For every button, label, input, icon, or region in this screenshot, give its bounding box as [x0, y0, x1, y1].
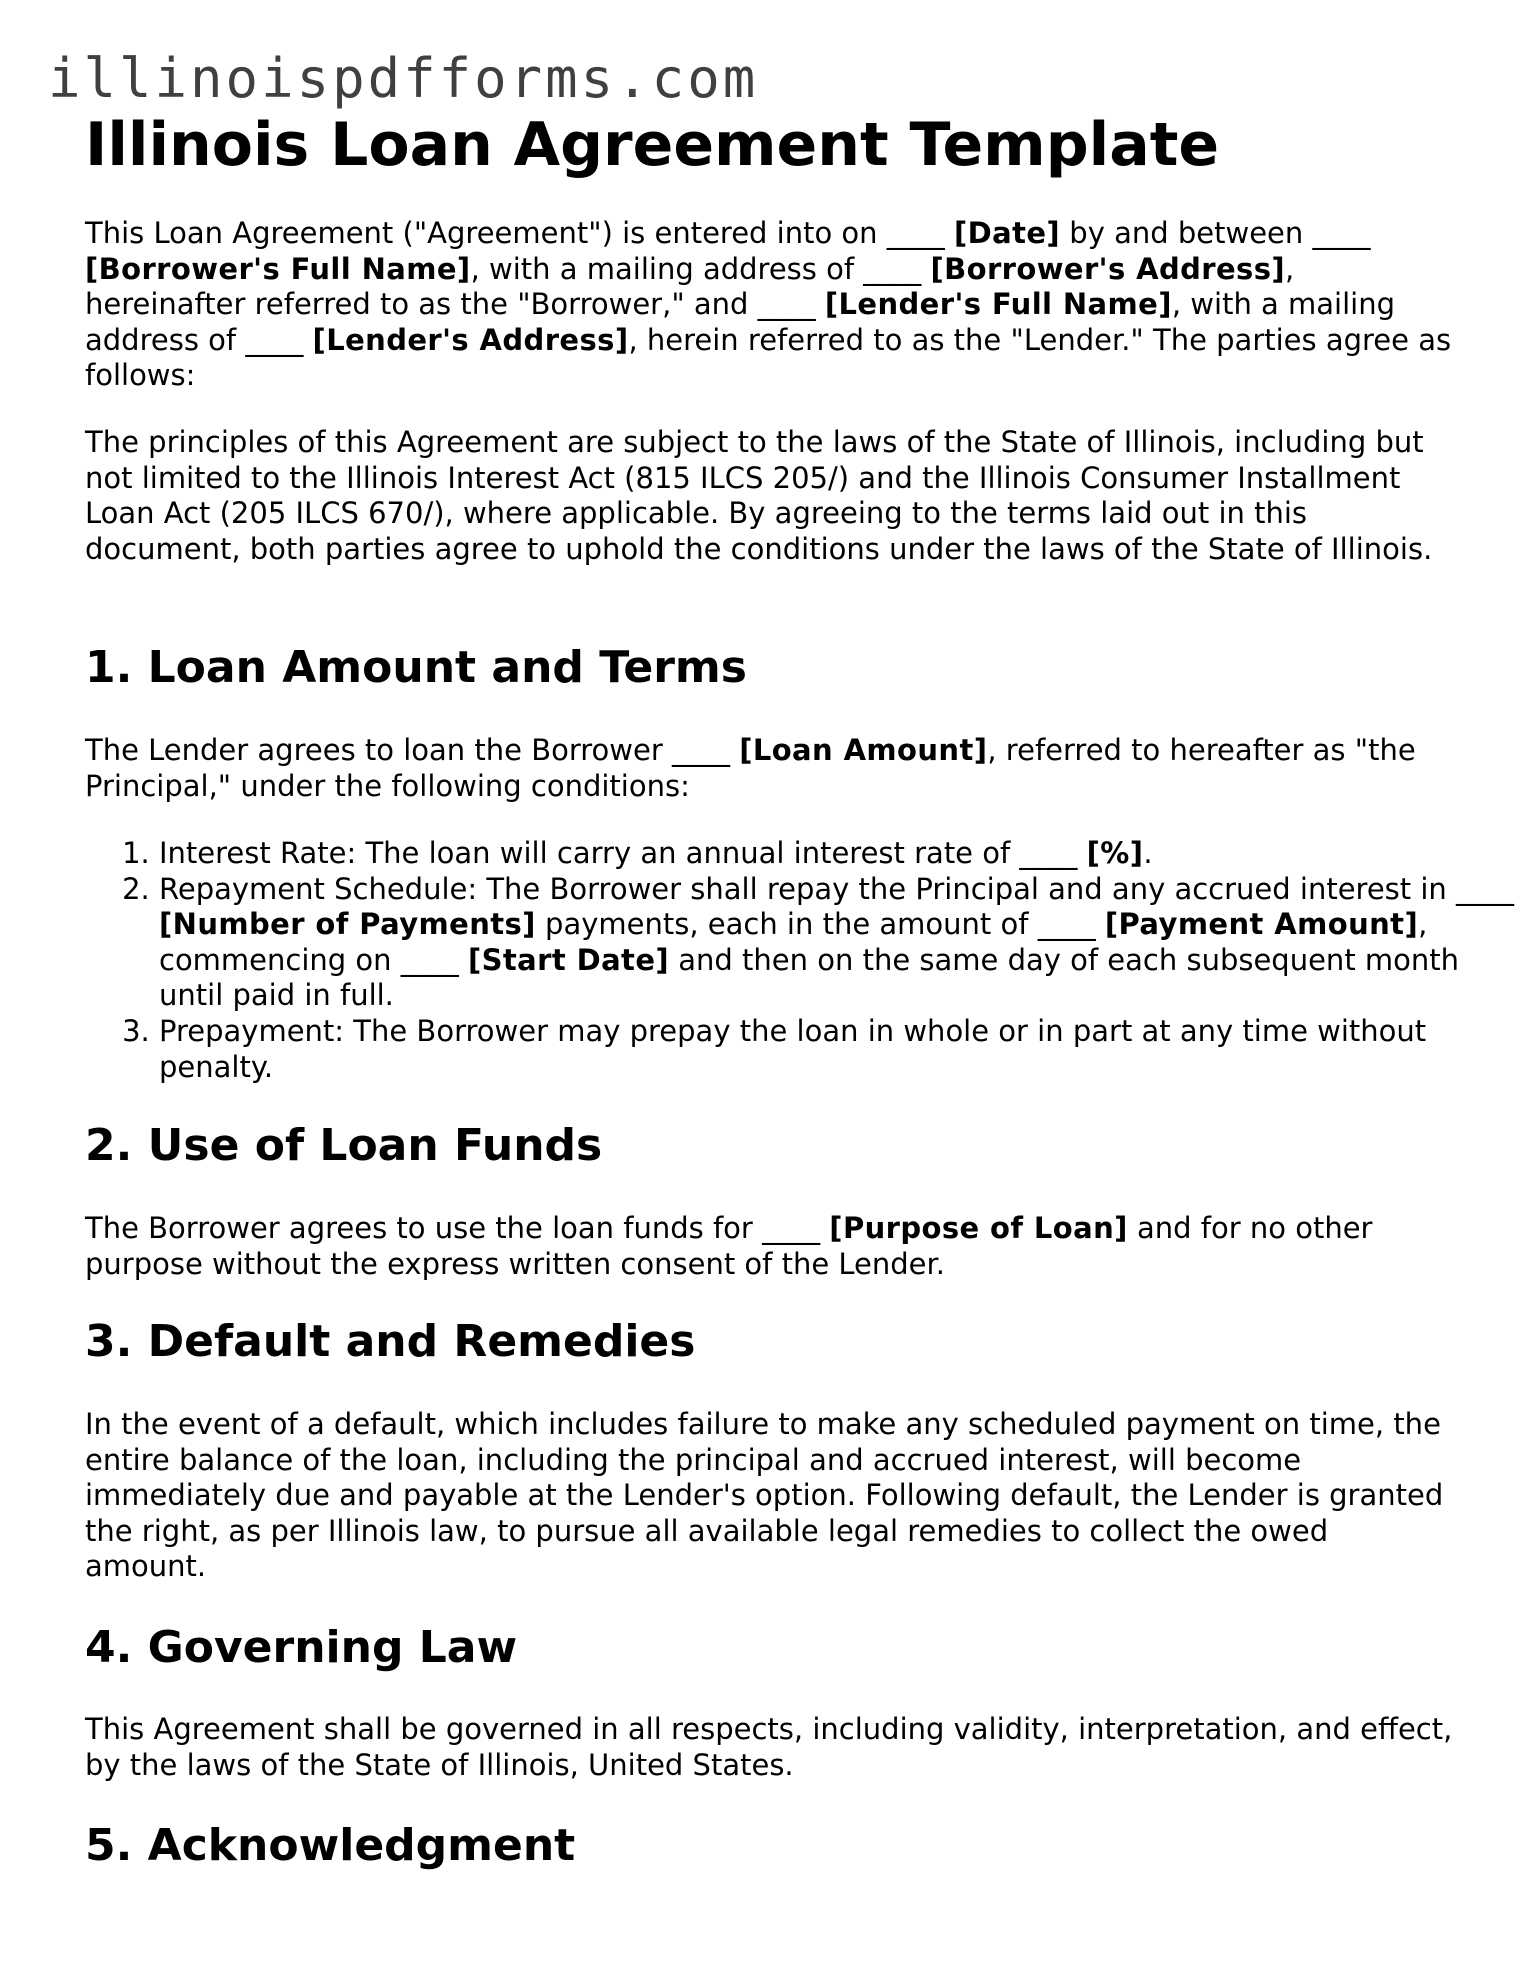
- blank-field: ____: [1456, 871, 1515, 906]
- interest-rate-text-2: .: [1143, 836, 1153, 870]
- blank-field: ____: [245, 322, 304, 357]
- section-3-paragraph: In the event of a default, which includes failure to make any scheduled payment on time, the entire balance of the loan, including the principal and accrued interest, will become immediately due and payable at the Lender's option. Following default, the Lender is granted the right, as per Illinois law, to pursue all available legal remedies to collect the owed amount.: [85, 1407, 1444, 1584]
- principles-paragraph: The principles of this Agreement are subject to the laws of the State of Illinois, including but not limited to the Illinois Interest Act (815 ILCS 205/) and the Illinois Consumer Installment Loan Act (205 ILCS 670/), where applicable. By agreeing to the terms laid out in this document, both parties agree to uphold the conditions under the laws of the State of Illinois.: [85, 425, 1433, 566]
- intro-text-1: This Loan Agreement ("Agreement") is entered into on: [85, 216, 887, 250]
- lender-address-placeholder: [Lender's Address]: [312, 322, 629, 357]
- loan-amount-placeholder: [Loan Amount]: [739, 733, 988, 767]
- borrower-name-placeholder: [Borrower's Full Name]: [85, 251, 471, 286]
- blank-field: ____: [757, 287, 816, 322]
- site-watermark: illinoispdfforms.com: [48, 47, 759, 110]
- purpose-placeholder: [Purpose of Loan]: [829, 1211, 1128, 1245]
- intro-text-2: by and between: [1060, 216, 1313, 250]
- rate-placeholder: [%]: [1086, 836, 1144, 870]
- repayment-text-2: payments, each in the amount of: [535, 907, 1038, 942]
- blank-field: ____: [886, 216, 945, 250]
- section-2-heading: 2. Use of Loan Funds: [85, 1120, 603, 1171]
- intro-paragraph: [85, 216, 1455, 394]
- payment-amount-placeholder: [Payment Amount]: [1104, 907, 1419, 942]
- section-4-heading: 4. Governing Law: [85, 1622, 518, 1673]
- start-date-placeholder: [Start Date]: [467, 942, 670, 977]
- intro-text-4: , hereinafter referred to as the "Borrower," and: [85, 251, 1295, 322]
- section-1-paragraph: [85, 733, 1455, 804]
- intro-text-3: , with a mailing address of: [470, 251, 864, 286]
- blank-field: ____: [762, 1211, 821, 1245]
- blank-field: ____: [863, 251, 922, 286]
- repayment-text-1: Repayment Schedule: The Borrower shall repay the Principal and any accrued interest in: [159, 871, 1457, 906]
- blank-field: ____: [1312, 216, 1371, 250]
- section-3-heading: 3. Default and Remedies: [85, 1316, 696, 1367]
- section-2-text-2: and for no other purpose without the express written consent of the Lender.: [85, 1211, 1373, 1281]
- section-4-paragraph: This Agreement shall be governed in all respects, including validity, interpretation, and effect, by the laws of the State of Illinois, United States.: [85, 1712, 1453, 1782]
- section-1-heading: 1. Loan Amount and Terms: [85, 642, 747, 693]
- repayment-text-3: , commencing on: [159, 907, 1428, 977]
- section-2-paragraph: [85, 1211, 1455, 1282]
- date-placeholder: [Date]: [954, 216, 1061, 250]
- section-5-heading: 5. Acknowledgment: [85, 1820, 576, 1871]
- num-payments-placeholder: [Number of Payments]: [159, 907, 536, 942]
- intro-text-6: , herein referred to as the "Lender." The parties agree as follows:: [85, 322, 1452, 393]
- blank-field: ____: [1037, 907, 1096, 942]
- blank-field: ____: [1019, 836, 1078, 870]
- list-item-interest-rate: [159, 836, 1529, 872]
- borrower-address-placeholder: [Borrower's Address]: [930, 251, 1286, 286]
- lender-name-placeholder: [Lender's Full Name]: [824, 287, 1172, 322]
- loan-terms-list: [85, 836, 1529, 1085]
- intro-text-5: , with a mailing address of: [85, 287, 1396, 357]
- interest-rate-text-1: Interest Rate: The loan will carry an annual interest rate of: [159, 836, 1020, 870]
- repayment-text-4: and then on the same day of each subsequent month until paid in full.: [159, 942, 1460, 1013]
- list-item-repayment-schedule: [159, 872, 1529, 1014]
- blank-field: ____: [671, 733, 730, 767]
- list-item-prepayment: 3. Prepayment: The Borrower may prepay the loan in whole or in part at any time without penalty.: [159, 1014, 1529, 1085]
- section-1-text-1: The Lender agrees to loan the Borrower: [85, 733, 672, 767]
- page-title: Illinois Loan Agreement Template: [85, 110, 1220, 180]
- blank-field: ____: [400, 942, 459, 977]
- section-1-text-2: , referred to hereafter as "the Principal," under the following conditions:: [85, 733, 1416, 803]
- section-2-text-1: The Borrower agrees to use the loan funds for: [85, 1211, 763, 1245]
